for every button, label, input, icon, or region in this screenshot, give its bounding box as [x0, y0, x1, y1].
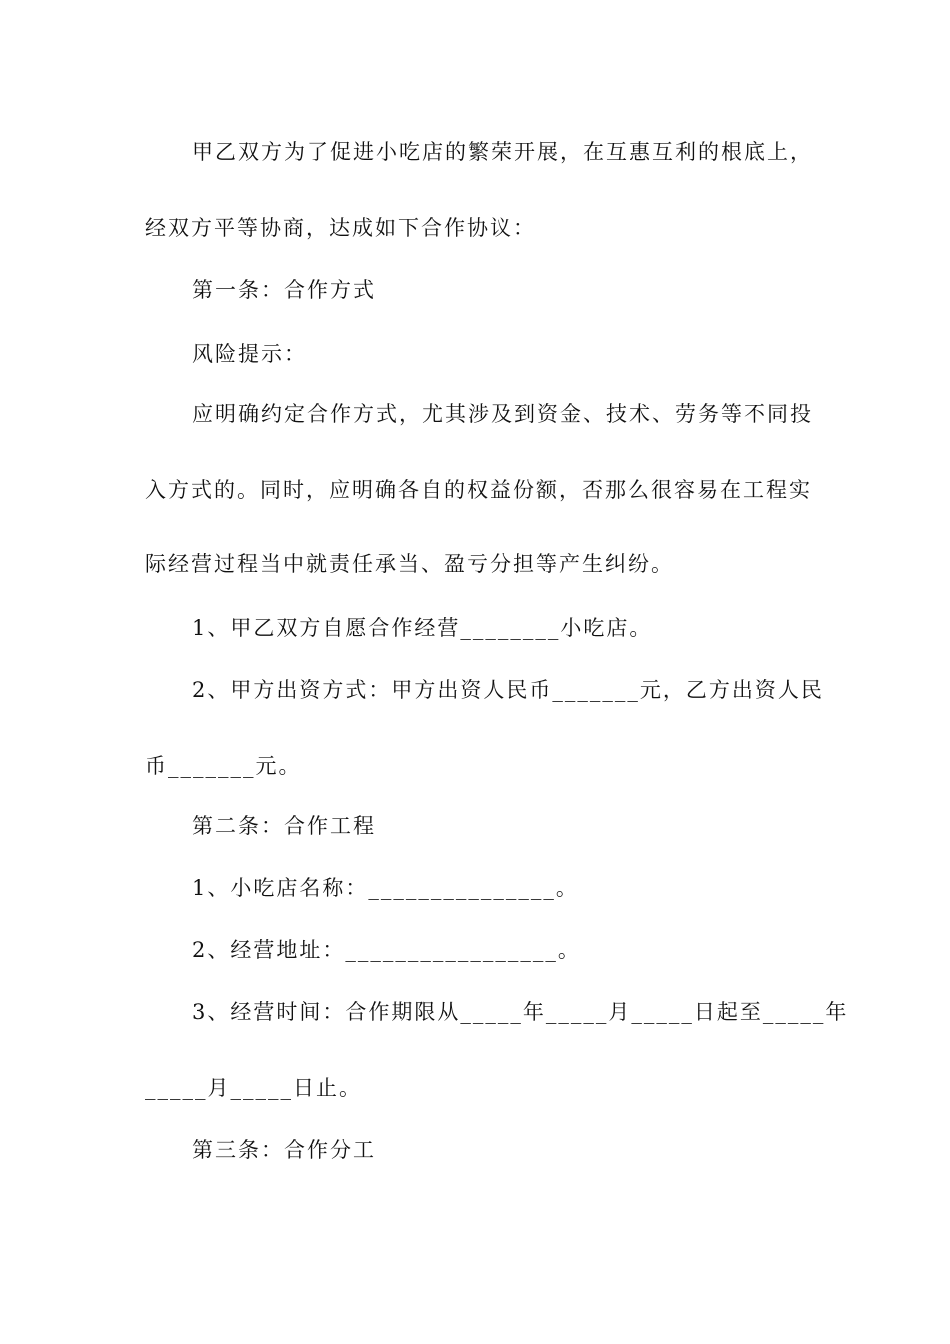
clause-2-3-line-1: 3、经营时间：合作期限从_____年_____月_____日起至_____年 [192, 1000, 849, 1024]
clause-1-2-line-1: 2、甲方出资方式：甲方出资人民币_______元，乙方出资人民 [192, 678, 824, 702]
article-3-heading: 第三条：合作分工 [192, 1138, 376, 1162]
clause-2-3-line-2: _____月_____日止。 [145, 1076, 362, 1100]
risk-tip-line-2: 入方式的。同时，应明确各自的权益份额，否那么很容易在工程实 [145, 478, 812, 502]
article-2-heading: 第二条：合作工程 [192, 814, 376, 838]
risk-tip-line-3: 际经营过程当中就责任承当、盈亏分担等产生纠纷。 [145, 552, 674, 576]
risk-tip-line-1: 应明确约定合作方式，尤其涉及到资金、技术、劳务等不同投 [192, 402, 813, 426]
clause-2-2: 2、经营地址：_________________。 [192, 938, 581, 962]
paragraph-intro-line-2: 经双方平等协商，达成如下合作协议： [145, 216, 536, 240]
clause-1-2-line-2: 币_______元。 [145, 754, 302, 778]
risk-tip-label: 风险提示： [192, 342, 307, 366]
clause-2-1: 1、小吃店名称：_______________。 [192, 876, 579, 900]
clause-1-1: 1、甲乙双方自愿合作经营________小吃店。 [192, 616, 653, 640]
paragraph-intro-line-1: 甲乙双方为了促进小吃店的繁荣开展，在互惠互利的根底上， [192, 140, 813, 164]
article-1-heading: 第一条：合作方式 [192, 278, 376, 302]
